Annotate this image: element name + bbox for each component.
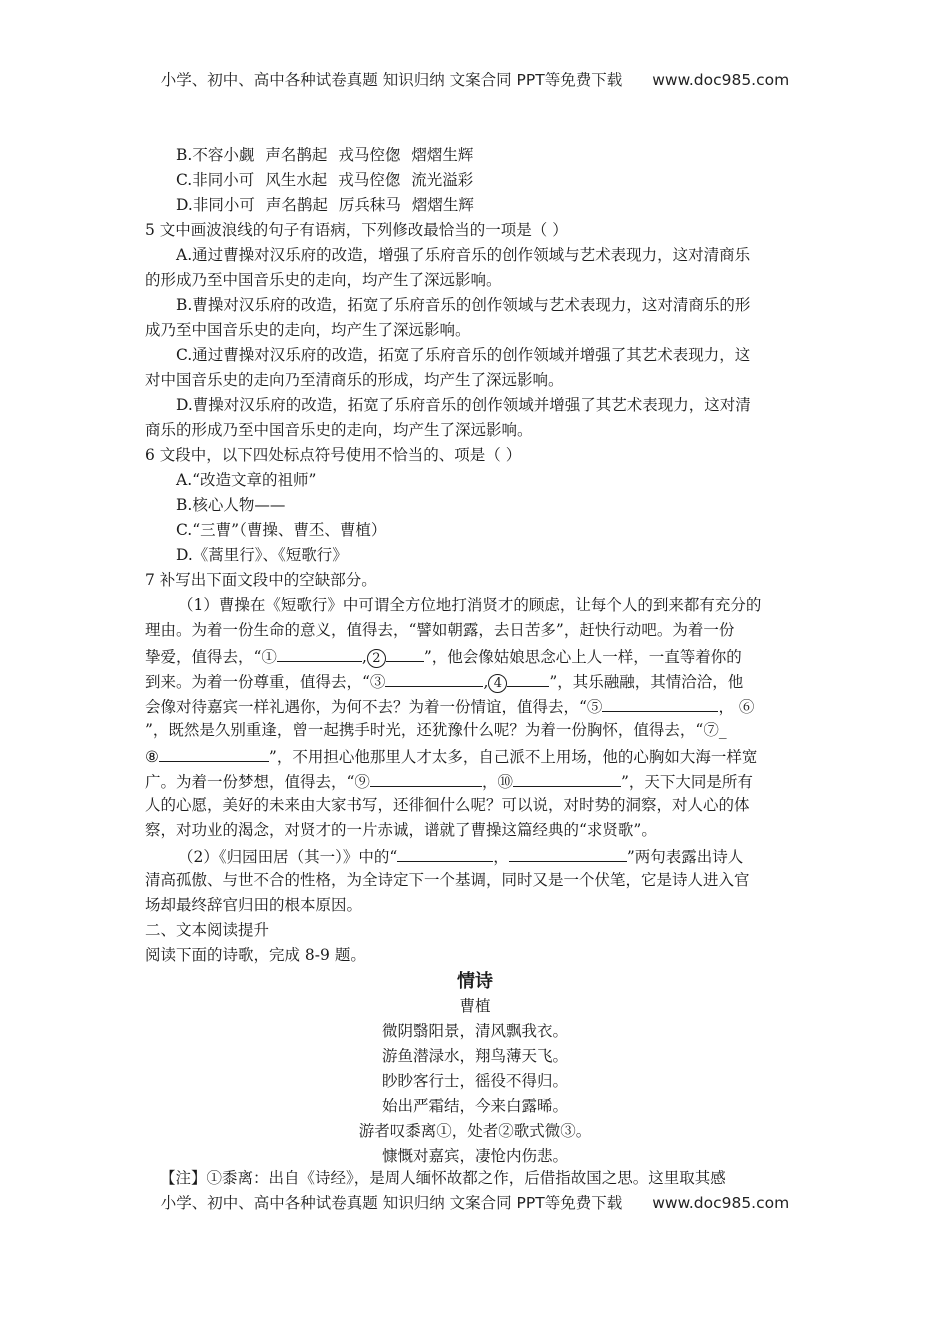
poem-note: 【注】①黍离：出自《诗经》，是周人缅怀故都之作，后借指故国之思。这里取其感 [160,1169,726,1187]
footer-text: 小学、初中、高中各种试卷真题 知识归纳 文案合同 PPT等免费下载 [160,1194,623,1212]
q5-option-c-line1: C.通过曹操对汉乐府的改造，拓宽了乐府音乐的创作领域并增强了其艺术表现力，这 [176,346,751,364]
blank-5[interactable] [602,693,718,712]
poem-line: 游者叹黍离①，处者②歌式微③。 [358,1122,592,1140]
q7-part1-line9: 人的心愿，美好的未来由大家书写，还徘徊什么呢？可以说，对时势的洞察，对人心的体 [145,796,750,814]
q7-part1-line4: 到来。为着一份尊重，值得去，“③ , 4 ”，其乐融融，其情洽洽，他 [145,668,817,693]
q6-option-c: C.“三曹”（曹操、曹丕、曹植） [176,521,387,539]
blank-part2-2[interactable] [509,843,627,862]
q7-part1-line3: 挚爱，值得去，“① , 2 ”，他会像姑娘思念心上人一样，一直等着你的 [145,643,817,668]
q5-option-d-line2: 商乐的形成乃至中国音乐史的走向，均产生了深远影响。 [145,421,533,439]
q7-part2-line2: 清高孤傲、与世不合的性格，为全诗定下一个基调，同时又是一个伏笔，它是诗人进入官 [145,871,750,889]
q7-part1-line6: ”，既然是久别重逢，曾一起携手时光，还犹豫什么呢？为着一份胸怀，值得去，“⑦_ [145,721,727,739]
q5-option-b-line2: 成乃至中国音乐史的走向，均产生了深远影响。 [145,321,471,339]
q4-option-b: B.不容小觑 声名鹊起 戎马倥偬 熠熠生辉 [176,146,474,164]
q4-option-d: D.非同小可 声名鹊起 厉兵秣马 熠熠生辉 [176,196,474,214]
q7-part1-line7: ⑧ ”，不用担心他那里人才太多，自己派不上用场，他的心胸如大海一样宽 [145,743,817,768]
q7-part2-line3: 场却最终辞官归田的根本原因。 [145,896,363,914]
q5-option-a-line2: 的形成乃至中国音乐史的走向，均产生了深远影响。 [145,271,502,289]
q7-part1-line8: 广。为着一份梦想，值得去，“⑨ ，⑩ ”，天下大同是所有 [145,768,817,793]
page-footer [0,1191,950,1213]
q5-option-b-line1: B.曹操对汉乐府的改造，拓宽了乐府音乐的创作领域与艺术表现力，这对清商乐的形 [176,296,751,314]
blank-10[interactable] [513,768,621,787]
poem-line: 慷慨对嘉宾，凄怆内伤悲。 [381,1147,568,1165]
header-text: 小学、初中、高中各种试卷真题 知识归纳 文案合同 PPT等免费下载 [160,71,623,89]
poem-line: 游鱼潜渌水，翔鸟薄天飞。 [381,1047,568,1065]
q6-stem: 6 文段中，以下四处标点符号使用不恰当的、项是（ ） [145,446,522,464]
q7-part1-line1: （1）曹操在《短歌行》中可谓全方位地打消贤才的顾虑，让每个人的到来都有充分的 [178,596,762,614]
poem-line: 眇眇客行士，徭役不得归。 [381,1072,568,1090]
blank-4[interactable] [507,668,549,687]
q6-option-b: B.核心人物—— [176,496,286,514]
q6-option-d: D.《蒿里行》、《短歌行》 [176,546,348,564]
q4-option-c: C.非同小可 风生水起 戎马倥偬 流光溢彩 [176,171,474,189]
blank-3[interactable] [385,668,483,687]
poem-author: 曹植 [459,997,491,1015]
q7-stem: 7 补写出下面文段中的空缺部分。 [145,571,377,589]
q6-option-a: A.“改造文章的祖师” [176,471,317,489]
section-title: 二、文本阅读提升 [145,921,270,939]
blank-1[interactable] [277,643,362,662]
q7-part1-line2: 理由。为着一份生命的意义，值得去，“譬如朝露，去日苦多”，赶快行动吧。为着一份 [145,621,735,639]
q7-part1-line5: 会像对待嘉宾一样礼遇你，为何不去？为着一份情谊，值得去，“⑤ ， ⑥ [145,693,817,718]
circled-number-4: 4 [488,674,507,693]
footer-url[interactable]: www.doc985.com [652,1194,790,1212]
q7-part1-line10: 察，对功业的渴念，对贤才的一片赤诚，谱就了曹操这篇经典的“求贤歌”。 [145,821,657,839]
q5-option-d-line1: D.曹操对汉乐府的改造，拓宽了乐府音乐的创作领域并增强了其艺术表现力，这对清 [176,396,751,414]
blank-2[interactable] [386,643,424,662]
blank-8[interactable] [159,743,269,762]
blank-part2-1[interactable] [397,843,493,862]
section-instruction: 阅读下面的诗歌，完成 8-9 题。 [145,946,366,964]
blank-9[interactable] [370,768,482,787]
q5-option-a-line1: A.通过曹操对汉乐府的改造，增强了乐府音乐的创作领域与艺术表现力，这对清商乐 [176,246,751,264]
poem-title: 情诗 [457,971,493,992]
q5-option-c-line2: 对中国音乐史的走向乃至清商乐的形成，均产生了深远影响。 [145,371,564,389]
page-header [0,68,950,90]
circled-number-2: 2 [367,649,386,668]
poem-line: 始出严霜结，今来白露晞。 [381,1097,568,1115]
q7-part2-line1: （2）《归园田居（其一）》中的“ ， ”两句表露出诗人 [178,843,850,868]
q5-stem: 5 文中画波浪线的句子有语病，下列修改最恰当的一项是（ ） [145,221,568,239]
poem-line: 微阴翳阳景，清风飘我衣。 [381,1022,568,1040]
header-url[interactable]: www.doc985.com [652,71,790,89]
